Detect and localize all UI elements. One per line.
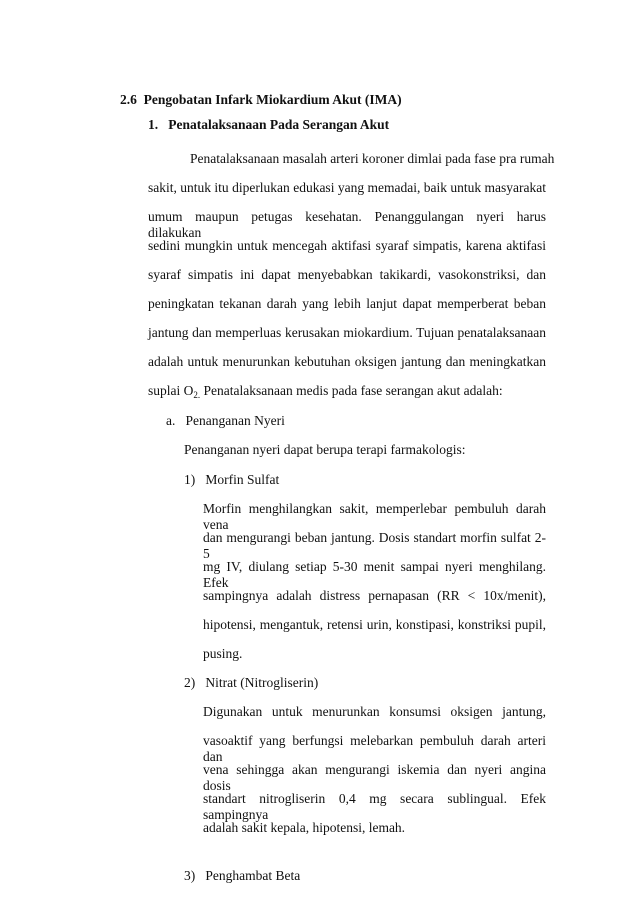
drug-line: vena sehingga akan mengurangi iskemia dan nyeri angina dosis bbox=[203, 762, 546, 793]
drug-line: standart nitrogliserin 0,4 mg secara sublingual. Efek sampingnya bbox=[203, 791, 546, 822]
intro-line: jantung dan memperluas kerusakan miokardium. Tujuan penatalaksanaan bbox=[148, 325, 546, 340]
intro-line: syaraf simpatis ini dapat menyebabkan takikardi, vasokonstriksi, dan bbox=[148, 267, 546, 282]
item-a-marker: a. bbox=[166, 413, 176, 428]
drug-marker: 2) bbox=[184, 675, 196, 690]
subsection-heading bbox=[148, 117, 389, 133]
intro-last-prefix: suplai O bbox=[148, 383, 194, 398]
intro-line: Penatalaksanaan masalah arteri koroner dimlai pada fase pra rumah bbox=[190, 151, 555, 166]
drug-title: Penghambat Beta bbox=[205, 868, 301, 883]
section-number: 2.6 bbox=[120, 92, 137, 107]
drug-line: vasoaktif yang berfungsi melebarkan pembuluh darah arteri dan bbox=[203, 733, 546, 764]
item-a-heading bbox=[166, 413, 285, 429]
drug-last-line: adalah sakit kepala, hipotensi, lemah. bbox=[203, 820, 406, 835]
drug-heading bbox=[184, 868, 300, 884]
drug-heading bbox=[184, 675, 318, 691]
intro-last-suffix: Penatalaksanaan medis pada fase serangan akut adalah: bbox=[200, 383, 503, 398]
drug-line: Morfin menghilangkan sakit, memperlebar pembuluh darah vena bbox=[203, 501, 546, 532]
subsection-title: Penatalaksanaan Pada Serangan Akut bbox=[168, 117, 390, 132]
section-heading bbox=[120, 92, 402, 108]
item-a-intro: Penanganan nyeri dapat berupa terapi farmakologis: bbox=[184, 442, 466, 457]
drug-line: mg IV, diulang setiap 5-30 menit sampai nyeri menghilang. Efek bbox=[203, 559, 546, 590]
intro-line: peningkatan tekanan darah yang lebih lanjut dapat memperberat beban bbox=[148, 296, 546, 311]
section-title: Pengobatan Infark Miokardium Akut (IMA) bbox=[143, 92, 402, 107]
drug-last-line: pusing. bbox=[203, 646, 243, 661]
drug-line: sampingnya adalah distress pernapasan (RR < 10x/menit), bbox=[203, 588, 546, 603]
drug-title: Nitrat (Nitrogliserin) bbox=[205, 675, 319, 690]
subsection-number: 1. bbox=[148, 117, 159, 132]
drug-marker: 3) bbox=[184, 868, 196, 883]
intro-last-line bbox=[148, 383, 503, 399]
item-a-title: Penanganan Nyeri bbox=[185, 413, 285, 428]
drug-line: Digunakan untuk menurunkan konsumsi oksigen jantung, bbox=[203, 704, 546, 719]
oxygen-subscript: 2. bbox=[193, 390, 201, 400]
intro-line: sedini mungkin untuk mencegah aktifasi syaraf simpatis, karena aktifasi bbox=[148, 238, 546, 253]
intro-line: adalah untuk menurunkan kebutuhan oksigen jantung dan meningkatkan bbox=[148, 354, 546, 369]
intro-line: umum maupun petugas kesehatan. Penanggulangan nyeri harus dilakukan bbox=[148, 209, 546, 240]
drug-line: hipotensi, mengantuk, retensi urin, konstipasi, konstriksi pupil, bbox=[203, 617, 546, 632]
intro-line: sakit, untuk itu diperlukan edukasi yang memadai, baik untuk masyarakat bbox=[148, 180, 546, 195]
drug-marker: 1) bbox=[184, 472, 196, 487]
drug-heading bbox=[184, 472, 279, 488]
drug-title: Morfin Sulfat bbox=[205, 472, 280, 487]
drug-line: dan mengurangi beban jantung. Dosis standart morfin sulfat 2-5 bbox=[203, 530, 546, 561]
